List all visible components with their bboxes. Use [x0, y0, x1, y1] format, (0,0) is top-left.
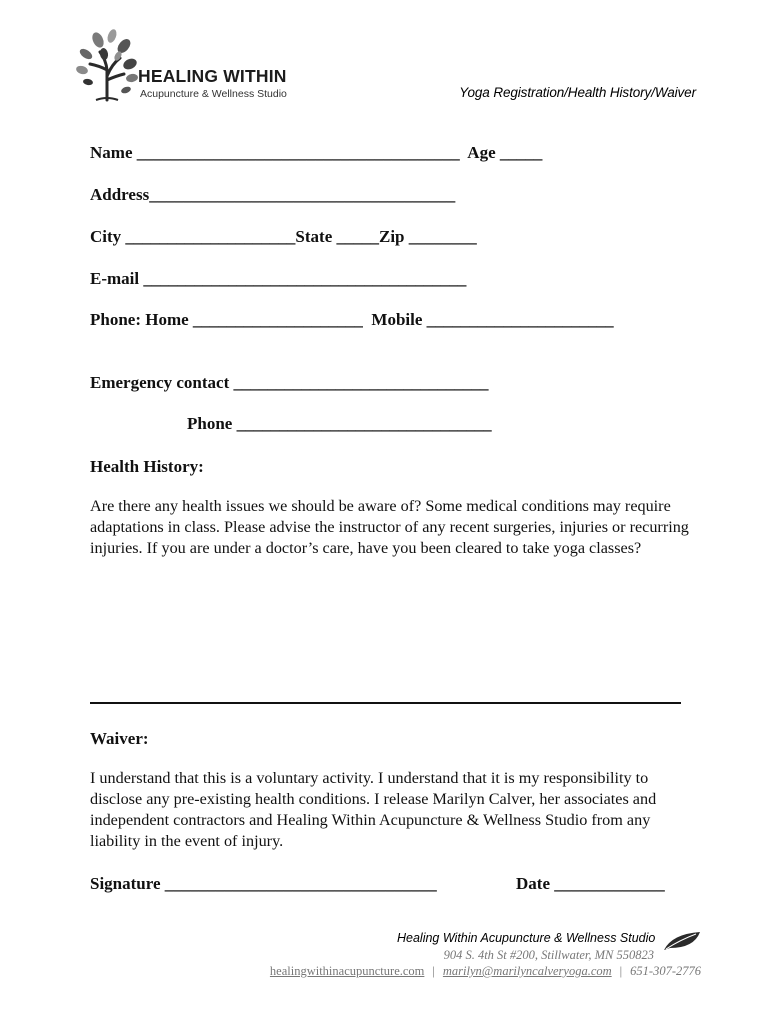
- city-state-zip-field[interactable]: City ____________________State _____Zip ________: [90, 227, 477, 246]
- footer-links: [270, 964, 701, 979]
- footer-studio-name: Healing Within Acupuncture & Wellness Studio: [397, 931, 656, 945]
- tree-icon: [74, 26, 140, 102]
- emergency-contact-field[interactable]: Emergency contact ______________________________: [90, 373, 489, 392]
- email-field[interactable]: E-mail ______________________________________: [90, 269, 467, 288]
- brand-subtitle: Acupuncture & Wellness Studio: [140, 88, 287, 100]
- brand-name: HEALING WITHIN: [138, 66, 287, 86]
- studio-logo: [74, 26, 304, 106]
- phone-field[interactable]: Phone: Home ____________________ Mobile ______________________: [90, 310, 614, 329]
- waiver-text: I understand that this is a voluntary activity. I understand that it is my responsibility to disclose any pre-existing health conditions. I release Marilyn Calver, her associates and independent contractors and Healing Within Acupuncture & Wellness Studio from any liability in the event of injury.: [90, 769, 657, 850]
- date-field[interactable]: Date _____________: [516, 874, 665, 893]
- footer-address: 904 S. 4th St #200, Stillwater, MN 550823: [443, 948, 654, 962]
- address-field[interactable]: Address____________________________________: [90, 185, 456, 204]
- divider: [90, 702, 681, 704]
- separator: |: [432, 964, 435, 978]
- health-history-heading: Health History:: [90, 457, 204, 476]
- signature-field[interactable]: Signature ________________________________: [90, 874, 437, 893]
- separator: |: [619, 964, 623, 978]
- leaf-icon: [662, 930, 702, 952]
- health-history-text: Are there any health issues we should be aware of? Some medical conditions may require adaptations in class. Please advise the instructor of any recent surgeries, injuries or recurring injuries. If you are under a doctor’s care, have you been cleared to take yoga classes?: [90, 497, 689, 557]
- document-title: Yoga Registration/Health History/Waiver: [459, 85, 696, 100]
- name-age-field[interactable]: Name ______________________________________ Age _____: [90, 143, 543, 162]
- emergency-phone-field[interactable]: Phone ______________________________: [187, 414, 492, 433]
- email-link[interactable]: marilyn@marilyncalveryoga.com: [442, 964, 612, 978]
- footer-phone: 651-307-2776: [630, 964, 701, 978]
- waiver-heading: Waiver:: [90, 729, 149, 748]
- website-link[interactable]: healingwithinacupuncture.com: [269, 964, 425, 978]
